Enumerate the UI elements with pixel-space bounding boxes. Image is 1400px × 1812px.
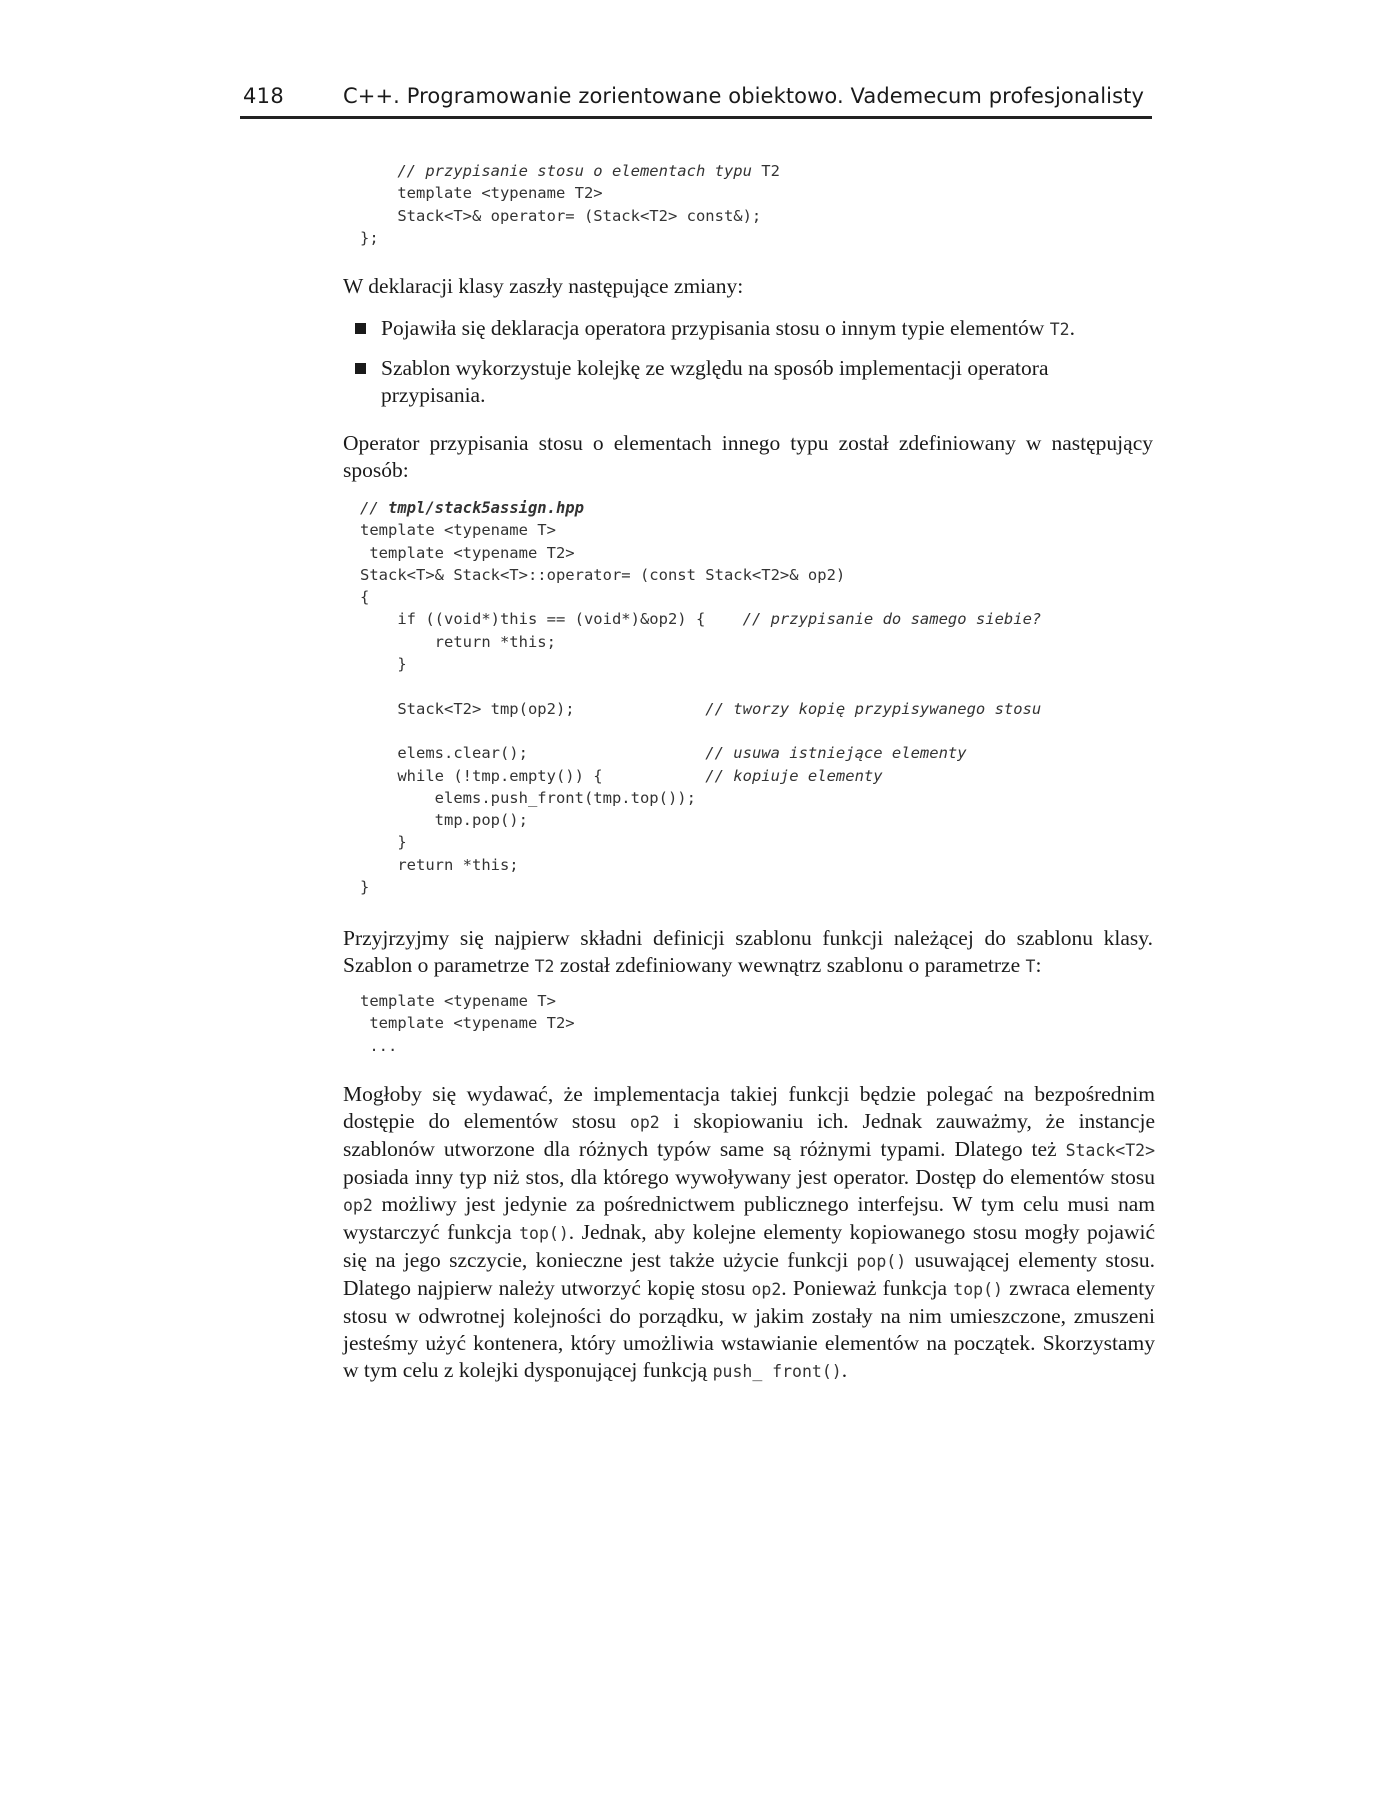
header-rule (240, 116, 1152, 119)
code-line: if ((void*)this == (void*)&op2) { // przypisanie do samego siebie? (360, 610, 1042, 629)
code-comment: // przypisanie do samego siebie? (742, 610, 1042, 629)
code-line: Stack<T>& operator= (Stack<T2> const&); (360, 206, 762, 225)
code-comment: // usuwa istniejące elementy (705, 744, 967, 763)
running-title: C++. Programowanie zorientowane obiektowo. Vademecum profesjonalisty (343, 84, 1144, 108)
code-line: template <typename T2> (360, 184, 603, 203)
code-line: while (!tmp.empty()) { // kopiuje elementy (360, 766, 883, 785)
code-line: return *this; (360, 632, 556, 651)
paragraph-implementation-explanation: Mogłoby się wydawać, że implementacja takiej funkcji będzie polegać na bezpośrednim dostępie do elementów stosu op2 i skopiowaniu ich. Jednak zauważmy, że instancje szablonów utworzone dla różnych typów same są różnymi typami. Dlatego też Stack<T2> posiada inny typ niż stos, dla którego wywoływany jest operator. Dostęp do elementów stosu op2 możliwy jest jedynie za pośrednictwem publicznego interfejsu. W tym celu musi nam wystarczyć funkcja top(). Jednak, aby kolejne elementy kopiowanego stosu mogły pojawić się na jego szczycie, konieczne jest także użycie funkcji pop() usuwającej elementy stosu. Dlatego najpierw należy utworzyć kopię stosu op2. Ponieważ funkcja top() zwraca elementy stosu w odwrotnej kolejności do porządku, w jakim zostały na nim umieszczone, zmuszeni jesteśmy użyć kontenera, który umożliwia wstawianie elementów na początek. Skorzystamy w tym celu z kolejki dysponującej funkcją push_ front(). (343, 1082, 1155, 1382)
code-line: }; (360, 228, 379, 247)
page-header (240, 78, 1152, 118)
code-line: Stack<T>& Stack<T>::operator= (const Stack<T2>& op2) (360, 565, 846, 584)
code-line: Stack<T2> tmp(op2); // tworzy kopię przypisywanego stosu (360, 699, 1042, 718)
code-line: ... (360, 1036, 398, 1055)
code-line (360, 675, 1041, 697)
paragraph-template-syntax: Przyjrzyjmy się najpierw składni definicji szablonu funkcji należącej do szablonu klasy. Szablon o parametrze T2 został zdefiniowany wewnątrz szablonu o parametrze T: (343, 926, 1153, 977)
code-line: elems.push_front(tmp.top()); (360, 788, 696, 807)
code-line: } (360, 878, 370, 897)
code-line: template <typename T> (360, 521, 556, 540)
code-block-operator-implementation (360, 497, 1041, 898)
code-line: } (360, 833, 407, 852)
code-line: // przypisanie stosu o elementach typu T2 (397, 162, 780, 180)
bullet-square-icon (355, 363, 366, 374)
code-line: template <typename T2> (360, 1014, 575, 1033)
code-filename: tmpl/stack5assign.hpp (388, 499, 584, 517)
code-line (360, 720, 1041, 742)
code-block-template-nesting (360, 990, 575, 1057)
bullet-square-icon (355, 323, 366, 334)
code-filename-line: // tmpl/stack5assign.hpp (360, 499, 584, 517)
bullet-item: Pojawiła się deklaracja operatora przypisania stosu o innym typie elementów T2. (355, 315, 1155, 345)
paragraph-operator-definition: Operator przypisania stosu o elementach innego typu został zdefiniowany w następujący sposób: (343, 431, 1153, 482)
code-line: tmp.pop(); (360, 811, 528, 830)
code-line: { (360, 588, 370, 607)
code-comment: // tworzy kopię przypisywanego stosu (705, 699, 1042, 718)
page-number: 418 (243, 84, 284, 108)
code-line: template <typename T> (360, 992, 556, 1010)
bullet-item: Szablon wykorzystuje kolejkę ze względu na sposób implementacji operatora przypisania. (355, 355, 1155, 411)
code-line: template <typename T2> (360, 543, 575, 562)
code-line: } (360, 655, 407, 674)
intro-paragraph: W deklaracji klasy zaszły następujące zmiany: (343, 274, 744, 298)
code-line: return *this; (360, 855, 519, 874)
code-line: elems.clear(); // usuwa istniejące elementy (360, 744, 967, 763)
code-block-declaration (360, 160, 780, 249)
code-comment: // kopiuje elementy (705, 766, 883, 785)
